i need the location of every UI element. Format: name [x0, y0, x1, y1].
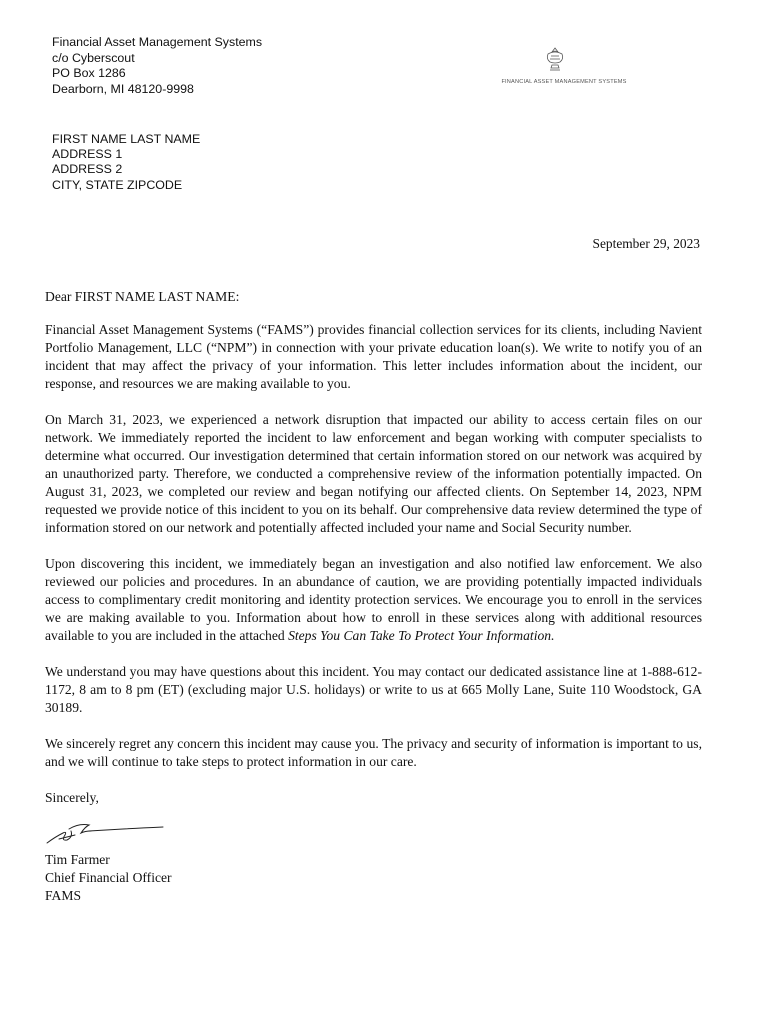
signer-name: Tim Farmer: [45, 852, 110, 867]
recipient-address: [52, 132, 200, 193]
steps-reference: Steps You Can Take To Protect Your Information.: [288, 628, 555, 643]
paragraph-regret: We sincerely regret any concern this incident may cause you. The privacy and security of information is important to us, and we will continue to take steps to protect information in our care.: [45, 736, 702, 769]
paragraph-intro: Financial Asset Management Systems (“FAMS”) provides financial collection services for its clients, including Navient Portfolio Management, LLC (“NPM”) in connection with your private education loan(s). We write to notify you of an incident that may affect the privacy of your information. This letter includes information about the incident, our response, and resources we are making available to you.: [45, 322, 702, 391]
paragraph-incident: On March 31, 2023, we experienced a network disruption that impacted our ability to access certain files on our network. We immediately reported the incident to law enforcement and began working with computer specialists to determine what occurred. Our investigation determined that certain information stored on our network was acquired by an unauthorized party. Therefore, we conducted a comprehensive review of the information potentially impacted. On August 31, 2023, we completed our review and began notifying our affected clients. On September 14, 2023, NPM requested we provide notice of this incident to you on its behalf. Our comprehensive data review determined the type of information stored on our network and potentially affected included your name and Social Security number.: [45, 412, 702, 535]
logo-emblem-icon: [542, 46, 568, 74]
letter-date: September 29, 2023: [592, 236, 700, 251]
sender-care-of: c/o Cyberscout: [52, 50, 135, 65]
signer-org: FAMS: [45, 888, 82, 903]
company-logo: [486, 46, 642, 92]
recipient-city: CITY, STATE ZIPCODE: [52, 177, 183, 192]
sender-address: [52, 35, 262, 97]
paragraph-response: [45, 555, 702, 645]
logo-text: FINANCIAL ASSET MANAGEMENT SYSTEMS: [501, 79, 627, 85]
sender-city: Dearborn, MI 48120-9998: [52, 81, 194, 96]
sender-po-box: PO Box 1286: [52, 66, 126, 81]
signature-image: [45, 817, 165, 847]
letter-body: [45, 288, 702, 905]
recipient-address2: ADDRESS 2: [52, 162, 123, 177]
recipient-address1: ADDRESS 1: [52, 147, 123, 162]
sender-name: Financial Asset Management Systems: [52, 35, 263, 49]
signer-title: Chief Financial Officer: [45, 870, 172, 885]
salutation: Dear FIRST NAME LAST NAME:: [45, 289, 240, 304]
closing: Sincerely,: [45, 790, 99, 805]
recipient-name: FIRST NAME LAST NAME: [52, 132, 201, 146]
paragraph-response-text: Upon discovering this incident, we immediately began an investigation and also notified law enforcement. We also reviewed our policies and procedures. In an abundance of caution, we are providing potentially impacted individuals access to complimentary credit monitoring and identity protection services. We encourage you to enroll in the services we are making available to you. Information about how to enroll in these services along with additional resources available to you are included in the attached: [45, 556, 702, 643]
paragraph-contact: We understand you may have questions about this incident. You may contact our dedicated assistance line at 1-888-612-1172, 8 am to 8 pm (ET) (excluding major U.S. holidays) or write to us at 665 Molly Lane, Suite 110 Woodstock, GA 30189.: [45, 664, 702, 715]
